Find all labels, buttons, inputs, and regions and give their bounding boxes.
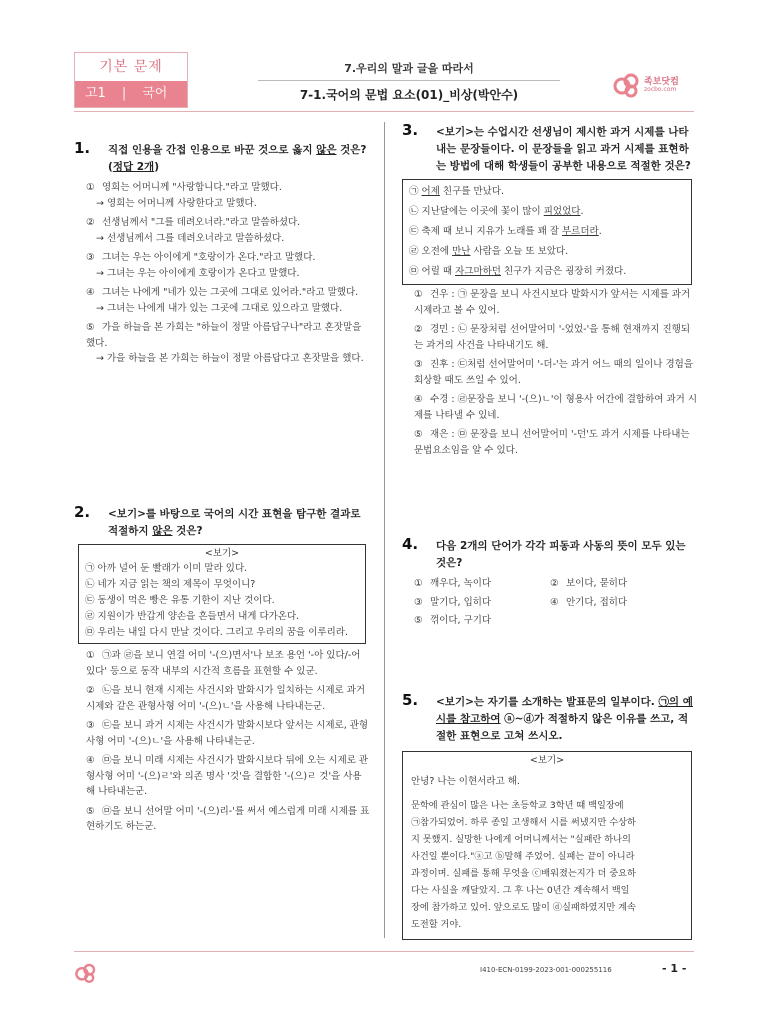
option-text: 건우 : ㉠ 문장을 보니 사건시보다 발화시가 앞서는 시제를 과거시제라고 볼 수 있어. xyxy=(414,289,691,316)
logo-url: zocbo.com xyxy=(644,86,677,93)
option-number: ④ xyxy=(86,755,95,766)
box-line-underlined: 만난 xyxy=(452,246,471,257)
option-number: ② xyxy=(86,685,95,696)
option-text: ㉤을 보니 선어말 어미 '-(으)리-'를 써서 예스럽게 미래 시제를 표현하기도 하는군. xyxy=(86,805,370,832)
option-number: ⑤ xyxy=(86,322,95,333)
box-line-prefix: ㉠ xyxy=(409,186,422,197)
logo xyxy=(612,70,702,100)
option-item xyxy=(550,576,686,592)
option-text: ㉢을 보니 과거 시제는 사건시가 발화시보다 앞서는 시제로, 관형사형 어미 '-(으)ㄴ'을 사용해 나타내는군. xyxy=(86,720,369,747)
box-line-prefix: ㉤ 어릴 때 xyxy=(409,266,456,277)
box-line-suffix: 사람을 오늘 또 보았다. xyxy=(470,246,569,257)
box-line: ㉤ 우리는 내일 다시 만날 것이다. 그리고 우리의 꿈을 이루리라. xyxy=(85,627,348,638)
grade-label: 고1 xyxy=(85,86,106,101)
badge-subject-bar xyxy=(75,81,187,107)
option-item xyxy=(414,595,550,611)
box-line xyxy=(409,202,685,222)
option-number: ② xyxy=(550,578,559,589)
option-text: ㉡을 보니 현재 시제는 사건시와 발화시가 일치하는 시제로 과거 시제와 같은 관형사형 어미 '-(으)ㄴ'을 사용해 나타내는군. xyxy=(86,685,366,712)
option-answer: → 선생님께서 그를 데려오너라고 말씀하셨다. xyxy=(96,232,285,244)
option-item xyxy=(86,250,370,266)
option-text: 안기다, 접히다 xyxy=(566,596,628,608)
logo-icon xyxy=(612,70,642,100)
option-number: ① xyxy=(86,182,95,193)
subject-label: 국어 xyxy=(142,86,168,101)
box-line-prefix: ㉢ 축제 때 보니 지유가 노래를 꽤 잘 xyxy=(409,226,562,237)
example-box xyxy=(402,179,692,285)
box-line-underlined: 부르더라 xyxy=(561,226,599,237)
paragraph-line: 사건일 뿐이다."ⓐ고 ⓑ말해 주었어. 실패는 끝이 아니라 xyxy=(411,851,635,862)
option-text: 말기다, 입히다 xyxy=(430,596,492,608)
option-text: 수경 : ㉣문장을 보니 '-(으)ㄴ'이 형용사 어간에 결합하여 과거 시제를 나타낼 수 있네. xyxy=(414,394,698,421)
box-line: ㉠ 아까 널어 둔 빨래가 이미 말라 있다. xyxy=(85,563,248,574)
question-number: 4. xyxy=(402,535,419,553)
question-number: 3. xyxy=(402,121,419,139)
badge-title: 기본 문제 xyxy=(99,59,163,75)
paragraph-line: 문학에 관심이 많은 나는 초등학교 3학년 때 백일장에 xyxy=(411,800,624,811)
box-line-suffix: . xyxy=(598,226,602,237)
paragraph-line: ㉠참가되었어. 하루 종일 고생해서 시를 써냈지만 수상하 xyxy=(411,817,636,828)
option-number: ① xyxy=(414,289,423,300)
option-number: ⑤ xyxy=(414,615,423,626)
option-item xyxy=(414,392,698,423)
option-number: ② xyxy=(86,217,95,228)
option-answer: → 가을 하늘을 본 가희는 하늘이 정말 아름답다고 혼잣말을 했다. xyxy=(96,353,364,364)
question-1 xyxy=(74,139,370,367)
option-answer: → 그녀는 우는 아이에게 호랑이가 온다고 말했다. xyxy=(96,267,300,279)
option-text: ㉤을 보니 미래 시제는 사건시가 발화시보다 뒤에 오는 시제로 관형사형 어미 '-(으)ㄹ'와 의존 명사 '것'을 결합한 '-(으)ㄹ 것'을 사용해 나타내는군. xyxy=(86,755,369,797)
option-item xyxy=(550,595,686,611)
option-number: ④ xyxy=(550,596,559,608)
section-title: 7-1.국어의 문법 요소(01)_비상(박안수) xyxy=(299,88,519,102)
paragraph xyxy=(411,797,683,933)
question-text: <보기>는 자기를 소개하는 발표문의 일부이다. ㉠의 예시를 참고하여 ⓐ~ⓓ가 적절하지 않은 이유를 쓰고, 적절한 표현으로 고쳐 쓰시오. xyxy=(436,696,693,742)
question-number: 2. xyxy=(74,503,91,521)
option-text: 가을 하늘을 본 가희는 "하늘이 정말 아름답구나"라고 혼잣말을 했다. xyxy=(86,322,362,349)
option-item xyxy=(86,683,370,714)
option-number: ⑤ xyxy=(86,805,95,817)
option-item xyxy=(86,215,370,231)
separator: | xyxy=(121,86,127,101)
box-line xyxy=(409,182,685,202)
box-line: ㉡ 네가 지금 읽는 책의 제목이 무엇이니? xyxy=(85,579,256,590)
option-item xyxy=(414,287,698,318)
question-number: 1. xyxy=(74,139,91,157)
option-number: ⑤ xyxy=(414,429,423,440)
page-number: - 1 - xyxy=(662,962,687,975)
box-line-suffix: 친구를 만났다. xyxy=(439,186,505,197)
question-text: 다음 2개의 단어가 각각 피동과 사동의 뜻이 모두 있는 것은? xyxy=(436,540,686,569)
option-list xyxy=(74,180,370,367)
option-list xyxy=(402,576,698,629)
option-number: ③ xyxy=(86,720,95,731)
title-divider xyxy=(258,80,560,81)
paragraph-line: 장에 참가하고 있어. 앞으로도 많이 ⓓ실패하였지만 계속 xyxy=(411,902,636,913)
question-4 xyxy=(402,535,698,629)
option-number: ④ xyxy=(86,287,95,298)
box-line: ㉢ 동생이 먹은 빵은 유통 기한이 지난 것이다. xyxy=(85,595,275,606)
option-list xyxy=(402,287,698,458)
paragraph-line: 다는 사실을 깨달았지. 그 후 나는 0년간 계속해서 백일 xyxy=(411,885,630,896)
option-item xyxy=(86,648,370,679)
column-divider xyxy=(384,122,385,938)
option-item xyxy=(414,427,698,458)
box-lines xyxy=(409,182,685,282)
paragraph-line: 지 못했지. 실망한 나에게 어머니께서는 "실패란 하나의 xyxy=(411,834,631,845)
box-line xyxy=(409,262,685,282)
box-line-underlined: 자그마하던 xyxy=(455,266,501,277)
option-text: 보이다, 묻히다 xyxy=(566,578,628,589)
badge xyxy=(74,52,188,108)
example-box xyxy=(78,544,366,644)
option-number: ③ xyxy=(414,359,423,370)
option-text: 그녀는 우는 아이에게 "호랑이가 온다."라고 말했다. xyxy=(102,252,316,263)
question-text: <보기>는 수업시간 선생님이 제시한 과거 시제를 나타내는 문장들이다. 이 문장들을 읽고 과거 시제를 표현하는 방법에 대해 학생들이 공부한 내용으로 적절한 것은? xyxy=(436,126,691,172)
option-number: ④ xyxy=(414,394,423,405)
question-5 xyxy=(402,691,698,940)
question-2 xyxy=(74,503,370,835)
footer-logo-icon xyxy=(74,961,98,985)
option-item xyxy=(414,322,698,353)
document-code: I410-ECN-0199-2023-001-000255116 xyxy=(480,966,612,974)
question-text: <보기>를 바탕으로 국어의 시간 표현을 탐구한 결과로 적절하지 않은 것은? xyxy=(108,508,361,537)
option-item xyxy=(86,180,370,196)
question-number: 5. xyxy=(402,691,419,709)
option-item xyxy=(414,576,550,592)
option-number: ② xyxy=(414,324,423,335)
chapter-title: 7.우리의 말과 글을 따라서 xyxy=(344,62,474,75)
question-text: 직접 인용을 간접 인용으로 바꾼 것으로 옳지 않은 것은? (정답 2개) xyxy=(108,144,367,173)
box-line xyxy=(409,242,685,262)
option-item xyxy=(86,804,370,835)
option-number: ① xyxy=(414,578,423,589)
option-text: 영희는 어머니께 "사랑합니다."라고 말했다. xyxy=(102,182,282,193)
option-item xyxy=(414,613,550,629)
option-text: 진후 : ㉢처럼 선어말어미 '-더-'는 과거 어느 때의 일이나 경험을 회상할 때도 쓰일 수 있어. xyxy=(414,359,694,386)
footer-rule xyxy=(74,951,694,952)
box-line: ㉣ 지원이가 반갑게 양손을 흔들면서 내게 다가온다. xyxy=(85,611,300,622)
box-lines xyxy=(85,561,359,641)
option-answer: → 영희는 어머니께 사랑한다고 말했다. xyxy=(96,197,257,209)
option-item xyxy=(86,718,370,749)
box-title: <보기> xyxy=(529,755,565,766)
box-line-prefix: ㉣ 오전에 xyxy=(409,246,453,257)
paragraph-line: 과정이며. 실패를 통해 무엇을 ⓒ배워졌는지가 더 중요하 xyxy=(411,868,636,879)
option-item xyxy=(86,320,370,351)
box-line-suffix: . xyxy=(580,206,584,217)
option-item xyxy=(86,753,370,800)
option-number: ③ xyxy=(86,252,95,263)
option-text: 깨우다, 녹이다 xyxy=(430,578,492,589)
option-text: 재은 : ㉤ 문장을 보니 선어말어미 '-던'도 과거 시제를 나타내는 문법요소임을 알 수 있다. xyxy=(414,429,690,456)
box-line-underlined: 어제 xyxy=(421,186,440,197)
option-number: ③ xyxy=(414,596,423,608)
box-line xyxy=(409,222,685,242)
option-text: 그녀는 나에게 "네가 있는 그곳에 그대로 있어라."라고 말했다. xyxy=(102,287,359,298)
option-answer: → 그녀는 나에게 내가 있는 그곳에 그대로 있으라고 말했다. xyxy=(96,302,343,314)
option-text: 경민 : ㉡ 문장처럼 선어말어미 '-었었-'을 통해 현재까지 진행되는 과거의 사건을 나타내기도 해. xyxy=(414,324,691,351)
box-line-prefix: ㉡ 지난달에는 이곳에 꽃이 많이 xyxy=(409,206,544,217)
box-line-underlined: 피었었다 xyxy=(543,206,581,217)
option-text: ㉠과 ㉣을 보니 연결 어미 '-(으)면서'나 보조 용언 '-아 있다/-어 있다' 등으로 동작 내부의 시간적 흐름을 표현할 수 있군. xyxy=(86,650,361,677)
question-3 xyxy=(402,121,698,458)
option-text: 선생님께서 "그를 데려오너라."라고 말씀하셨다. xyxy=(102,217,301,228)
paragraph-line: 도전할 거야. xyxy=(411,919,462,930)
option-number: ① xyxy=(86,650,95,661)
greeting-line: 안녕? 나는 이현서라고 해. xyxy=(411,776,520,787)
box-line-suffix: 친구가 지금은 굉장히 커졌다. xyxy=(500,266,627,277)
option-item xyxy=(86,285,370,301)
header-rule xyxy=(74,111,694,112)
option-item xyxy=(414,357,698,388)
option-text: 꺾이다, 구기다 xyxy=(430,615,492,626)
logo-name: 족보닷컴 xyxy=(644,77,679,87)
box-title: <보기> xyxy=(204,548,240,559)
example-box xyxy=(402,751,692,940)
option-list xyxy=(74,648,370,835)
